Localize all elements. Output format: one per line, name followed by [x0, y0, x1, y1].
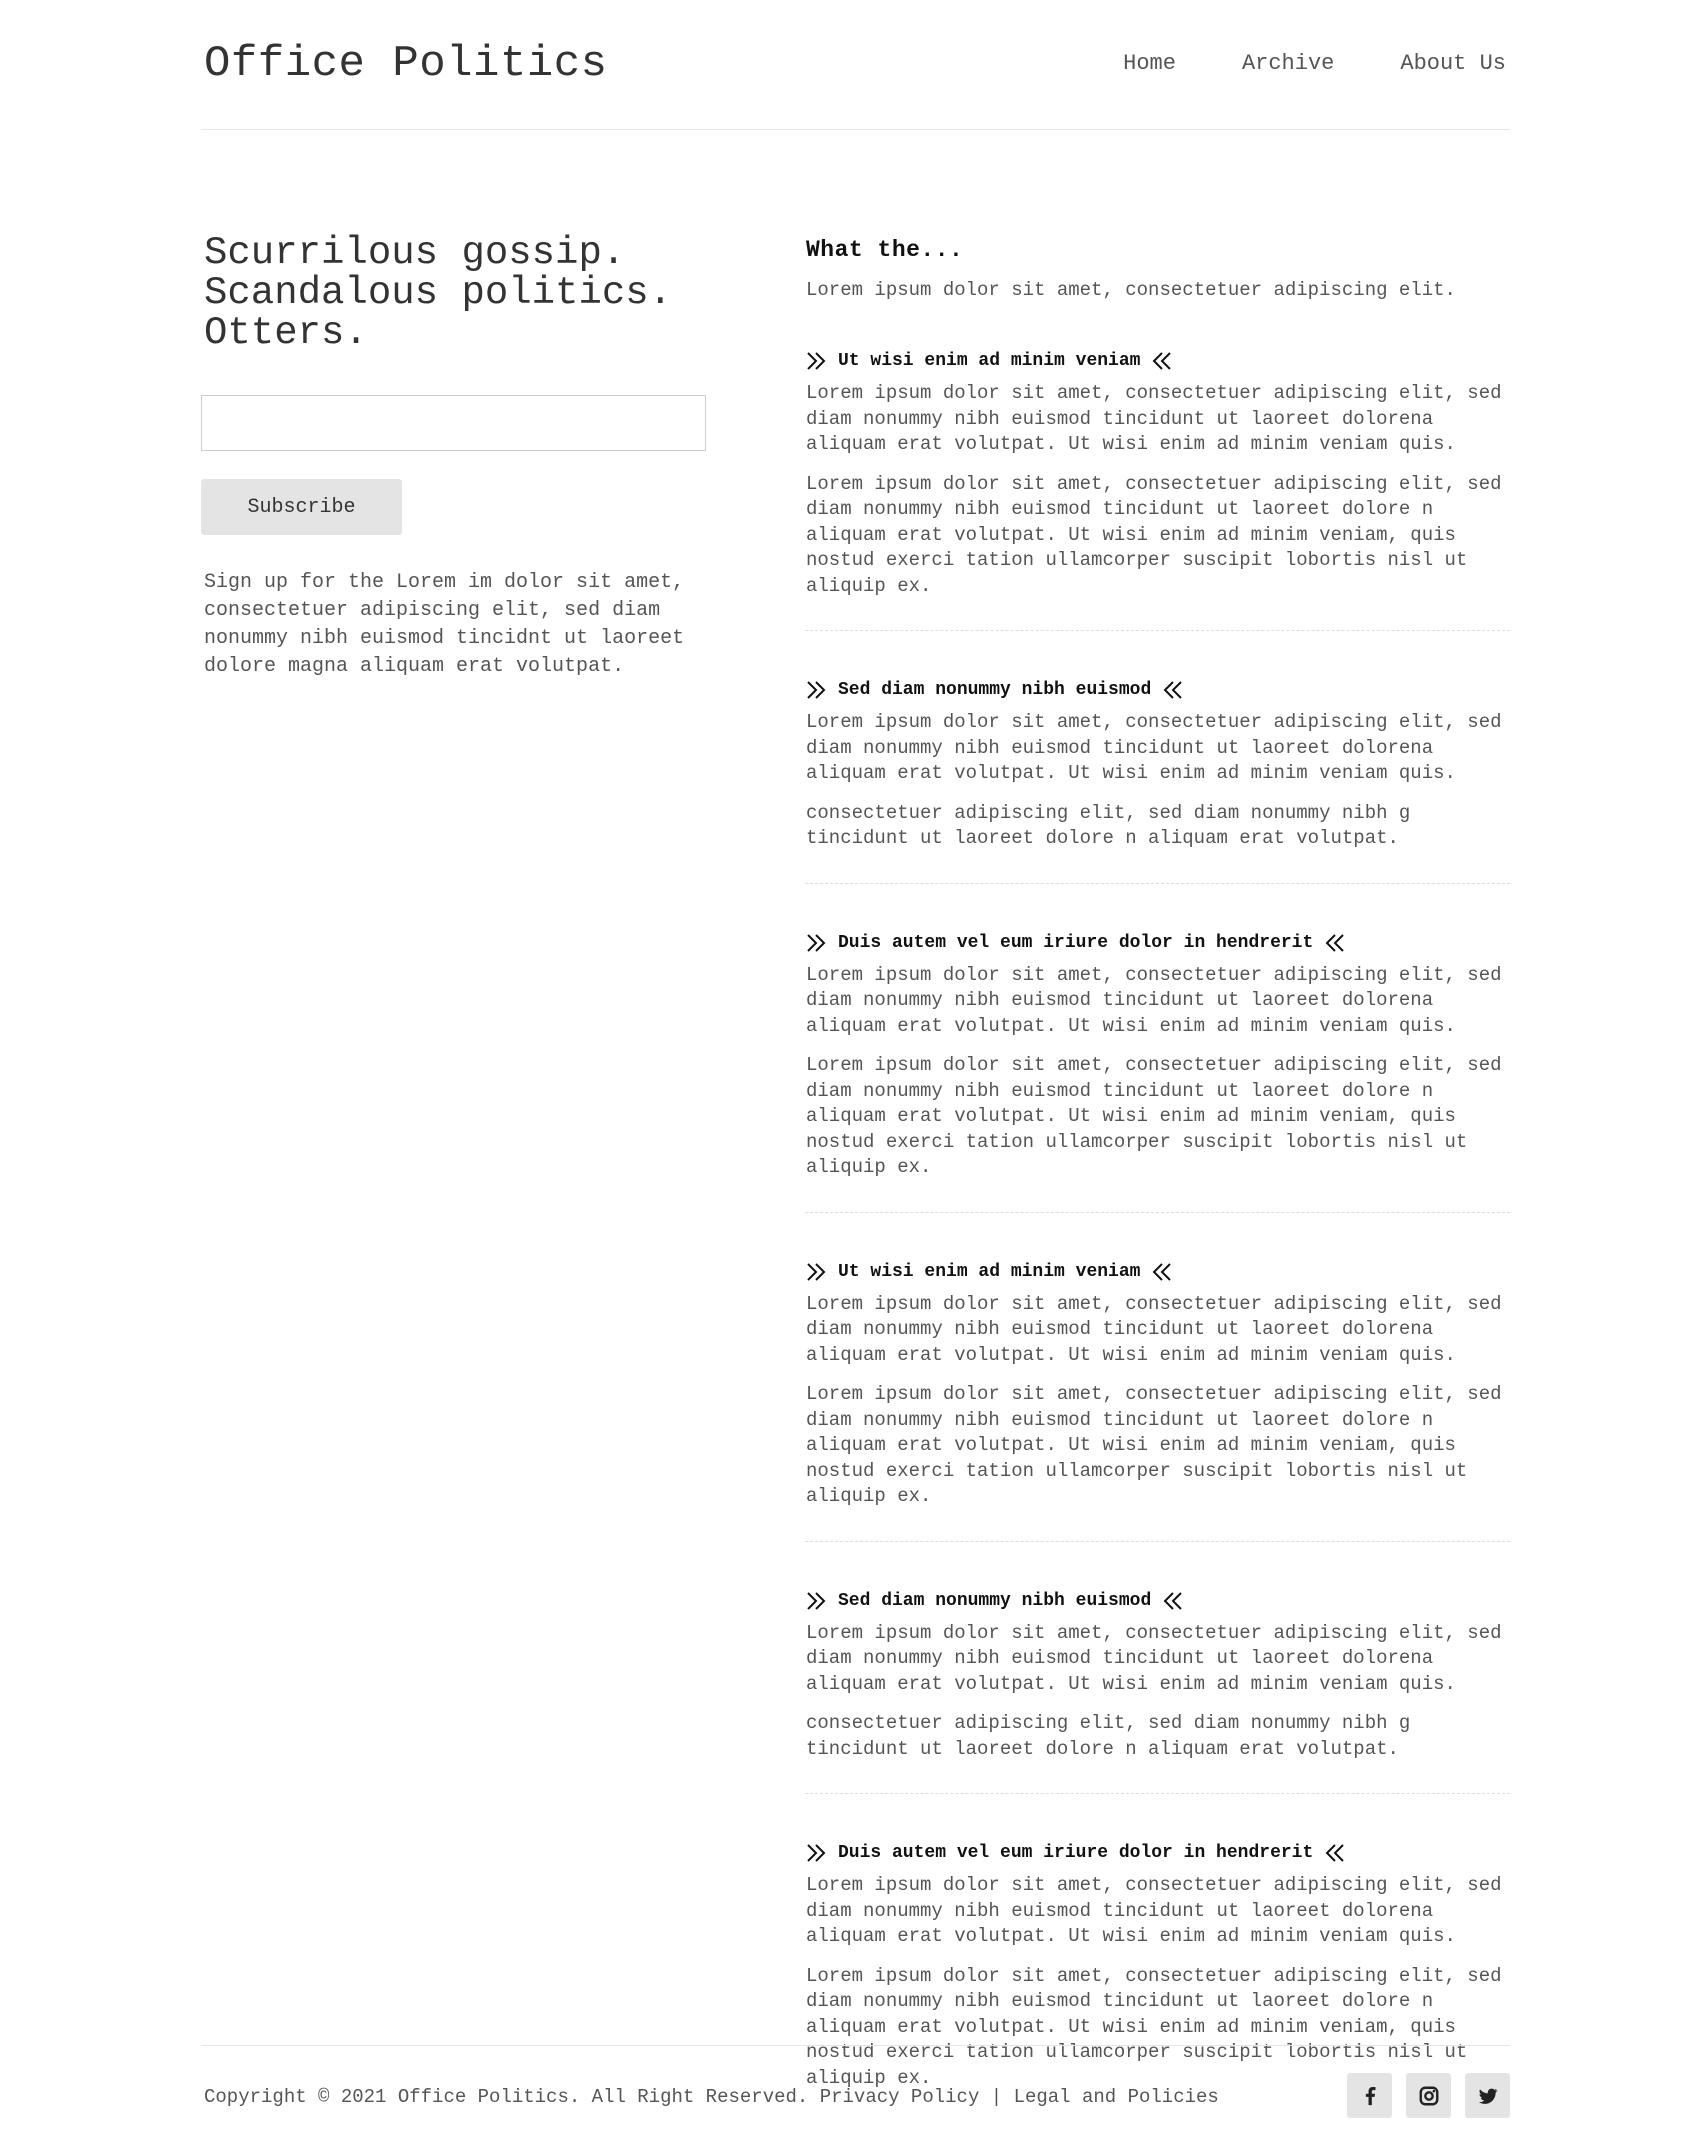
legal-policies-link[interactable]: Legal and Policies — [1013, 2086, 1219, 2108]
post-paragraph: Lorem ipsum dolor sit amet, consectetuer adipiscing elit, sed diam nonummy nibh euismod tincidunt ut laoreet dolorena aliquam erat volutpat. Ut wisi enim ad minim veniam quis. — [806, 1292, 1502, 1366]
post-title-text: Duis autem vel eum iriure dolor in hendrerit — [838, 1843, 1314, 1863]
post-title[interactable] — [806, 677, 1510, 703]
copyright-text: Copyright © 2021 Office Politics. All Right Reserved. — [204, 2086, 809, 2108]
section-intro: Lorem ipsum dolor sit amet, consectetuer adipiscing elit. — [806, 279, 1456, 301]
nav-home[interactable]: Home — [1123, 51, 1176, 76]
post-title-text: Sed diam nonummy nibh euismod — [838, 1590, 1152, 1611]
post-title[interactable] — [806, 930, 1510, 956]
site-header — [201, 0, 1510, 130]
chevrons-right-icon — [806, 1843, 828, 1863]
page-container — [201, 0, 1510, 2108]
site-footer — [201, 2045, 1510, 2145]
post-title-text: Sed diam nonummy nibh euismod — [838, 680, 1152, 700]
post-list — [805, 303, 1510, 2122]
social-links — [1333, 2073, 1510, 2118]
post-paragraph: Lorem ipsum dolor sit amet, consectetuer adipiscing elit, sed diam nonummy nibh euismod tincidunt ut laoreet dolore n aliquam erat volutpat. Ut wisi enim ad minim veniam, quis nostud exerci tation ullamcorper suscipit lobortis nisl ut aliquip ex. — [806, 1964, 1502, 2089]
post-paragraph: Lorem ipsum dolor sit amet, consectetuer adipiscing elit, sed diam nonummy nibh euismod tincidunt ut laoreet dolore n aliquam erat volutpat. Ut wisi enim ad minim veniam, quis nostud exerci tation ullamcorper suscipit lobortis nisl ut aliquip ex. — [806, 472, 1502, 597]
post — [805, 631, 1510, 884]
copyright — [204, 2084, 1219, 2110]
instagram-button[interactable] — [1406, 2073, 1451, 2118]
chevrons-right-icon — [806, 680, 828, 700]
chevrons-right-icon — [806, 1262, 828, 1282]
signup-note: Sign up for the Lorem im dolor sit amet, consectetuer adipiscing elit, sed diam nonummy nibh euismod tincidnt ut laoreet dolore magna aliquam erat volutpat. — [204, 571, 685, 678]
tagline-line: Otters. — [204, 311, 368, 355]
post — [805, 1213, 1510, 1542]
chevrons-left-icon — [1150, 351, 1172, 371]
post-paragraph: consectetuer adipiscing elit, sed diam nonummy nibh g tincidunt ut laoreet dolore n aliquam erat volutpat. — [806, 801, 1411, 849]
post-paragraph: Lorem ipsum dolor sit amet, consectetuer adipiscing elit, sed diam nonummy nibh euismod tincidunt ut laoreet dolorena aliquam erat volutpat. Ut wisi enim ad minim veniam quis. — [806, 963, 1502, 1037]
twitter-button[interactable] — [1465, 2073, 1510, 2118]
post-paragraph: Lorem ipsum dolor sit amet, consectetuer adipiscing elit, sed diam nonummy nibh euismod tincidunt ut laoreet dolore n aliquam erat volutpat. Ut wisi enim ad minim veniam, quis nostud exerci tation ullamcorper suscipit lobortis nisl ut aliquip ex. — [806, 1383, 1502, 1507]
chevrons-right-icon — [806, 1591, 828, 1611]
nav-about-us[interactable]: About Us — [1400, 51, 1506, 76]
email-input[interactable] — [201, 395, 706, 451]
privacy-policy-link[interactable]: Privacy Policy — [819, 2086, 980, 2108]
main-nav — [1057, 50, 1506, 78]
site-title[interactable]: Office Politics — [204, 39, 608, 89]
tagline — [204, 233, 706, 353]
post — [805, 1542, 1510, 1795]
instagram-icon — [1418, 2085, 1440, 2107]
chevrons-left-icon — [1323, 933, 1345, 953]
post-title[interactable] — [806, 1259, 1510, 1285]
nav-archive[interactable]: Archive — [1241, 51, 1335, 76]
post-paragraph: Lorem ipsum dolor sit amet, consectetuer adipiscing elit, sed diam nonummy nibh euismod tincidunt ut laoreet dolorena aliquam erat volutpat. Ut wisi enim ad minim veniam quis. — [806, 711, 1502, 784]
post-title[interactable] — [806, 348, 1510, 374]
post-paragraph: Lorem ipsum dolor sit amet, consectetuer adipiscing elit, sed diam nonummy nibh euismod tincidunt ut laoreet dolorena aliquam erat volutpat. Ut wisi enim ad minim veniam quis. — [806, 1874, 1502, 1947]
chevrons-right-icon — [806, 933, 828, 953]
post-paragraph: Lorem ipsum dolor sit amet, consectetuer adipiscing elit, sed diam nonummy nibh euismod tincidunt ut laoreet dolorena aliquam erat volutpat. Ut wisi enim ad minim veniam quis. — [806, 1621, 1502, 1695]
post-title-text: Ut wisi enim ad minim veniam — [838, 351, 1141, 371]
post-title[interactable] — [806, 1840, 1510, 1866]
twitter-icon — [1477, 2085, 1499, 2107]
facebook-icon — [1359, 2085, 1381, 2107]
tagline-line: Scandalous politics. — [204, 271, 673, 315]
facebook-button[interactable] — [1347, 2073, 1392, 2118]
chevrons-left-icon — [1161, 680, 1183, 700]
footer-separator: | — [990, 2086, 1003, 2108]
post-paragraph: Lorem ipsum dolor sit amet, consectetuer adipiscing elit, sed diam nonummy nibh euismod tincidunt ut laoreet dolorena aliquam erat volutpat. Ut wisi enim ad minim veniam quis. — [806, 382, 1502, 455]
post-paragraph: Lorem ipsum dolor sit amet, consectetuer adipiscing elit, sed diam nonummy nibh euismod tincidunt ut laoreet dolore n aliquam erat volutpat. Ut wisi enim ad minim veniam, quis nostud exerci tation ullamcorper suscipit lobortis nisl ut aliquip ex. — [806, 1054, 1502, 1178]
section-heading: What the... — [806, 237, 964, 263]
post-paragraph: consectetuer adipiscing elit, sed diam nonummy nibh g tincidunt ut laoreet dolore n aliquam erat volutpat. — [806, 1712, 1411, 1760]
main-content — [805, 233, 1510, 2122]
post-title-text: Duis autem vel eum iriure dolor in hendrerit — [838, 932, 1314, 953]
post-title-text: Ut wisi enim ad minim veniam — [838, 1261, 1141, 1282]
chevrons-left-icon — [1323, 1843, 1345, 1863]
post-title[interactable] — [806, 1588, 1510, 1614]
chevrons-left-icon — [1161, 1591, 1183, 1611]
tagline-line: Scurrilous gossip. — [204, 231, 626, 275]
subscribe-sidebar — [201, 233, 706, 681]
subscribe-button[interactable]: Subscribe — [201, 479, 402, 535]
post — [805, 884, 1510, 1213]
chevrons-left-icon — [1150, 1262, 1172, 1282]
chevrons-right-icon — [806, 351, 828, 371]
post — [805, 303, 1510, 631]
